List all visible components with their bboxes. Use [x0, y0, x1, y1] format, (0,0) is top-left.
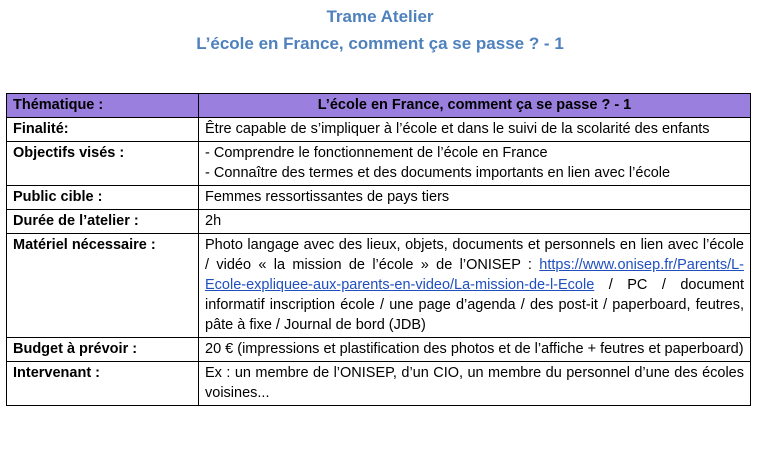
materiel-text-after: / PC / document informatif inscription école / une page d’agenda / des post-it / paperboard, feutres, pâte à fixe / Journal de bord (JDB): [205, 277, 744, 333]
objectif-item: - Comprendre le fonctionnement de l’école en France: [205, 145, 548, 161]
table-row-budget: [7, 338, 751, 362]
onisep-video-link[interactable]: https://www.onisep.fr/Parents/L-Ecole-expliquee-aux-parents-en-video/La-mission-de-l-Ecole: [205, 257, 744, 293]
workshop-table: [6, 93, 751, 406]
label-thematique: Thématique :: [7, 94, 199, 118]
materiel-text-before: Photo langage avec des lieux, objets, documents et personnels en lien avec l’école / vidéo « la mission de l’école » de l’ONISEP :: [205, 237, 744, 273]
value-intervenant: Ex : un membre de l’ONISEP, d’un CIO, un membre du personnel d’une des écoles voisines...: [199, 362, 751, 406]
label-objectifs: Objectifs visés :: [7, 142, 199, 186]
value-public: Femmes ressortissantes de pays tiers: [199, 186, 751, 210]
value-finalite: Être capable de s’impliquer à l’école et dans le suivi de la scolarité des enfants: [199, 118, 751, 142]
table-row-thematique: [7, 94, 751, 118]
table-row-objectifs: [7, 142, 751, 186]
value-thematique: L’école en France, comment ça se passe ? - 1: [199, 94, 751, 118]
value-objectifs: [199, 142, 751, 186]
document-title: Trame Atelier: [326, 7, 434, 26]
table-row-materiel: [7, 234, 751, 338]
value-materiel: [199, 234, 751, 338]
value-duree: 2h: [199, 210, 751, 234]
objectif-item: - Connaître des termes et des documents importants en lien avec l’école: [205, 165, 671, 181]
value-budget: 20 € (impressions et plastification des photos et de l’affiche + feutres et paperboard): [199, 338, 751, 362]
label-budget: Budget à prévoir :: [7, 338, 199, 362]
label-finalite: Finalité:: [7, 118, 199, 142]
label-intervenant: Intervenant :: [7, 362, 199, 406]
label-materiel: Matériel nécessaire :: [7, 234, 199, 338]
document-subtitle: L’école en France, comment ça se passe ? - 1: [196, 34, 564, 53]
label-duree: Durée de l’atelier :: [7, 210, 199, 234]
table-row-finalite: [7, 118, 751, 142]
label-public: Public cible :: [7, 186, 199, 210]
table-row-intervenant: [7, 362, 751, 406]
table-row-duree: [7, 210, 751, 234]
table-row-public: [7, 186, 751, 210]
